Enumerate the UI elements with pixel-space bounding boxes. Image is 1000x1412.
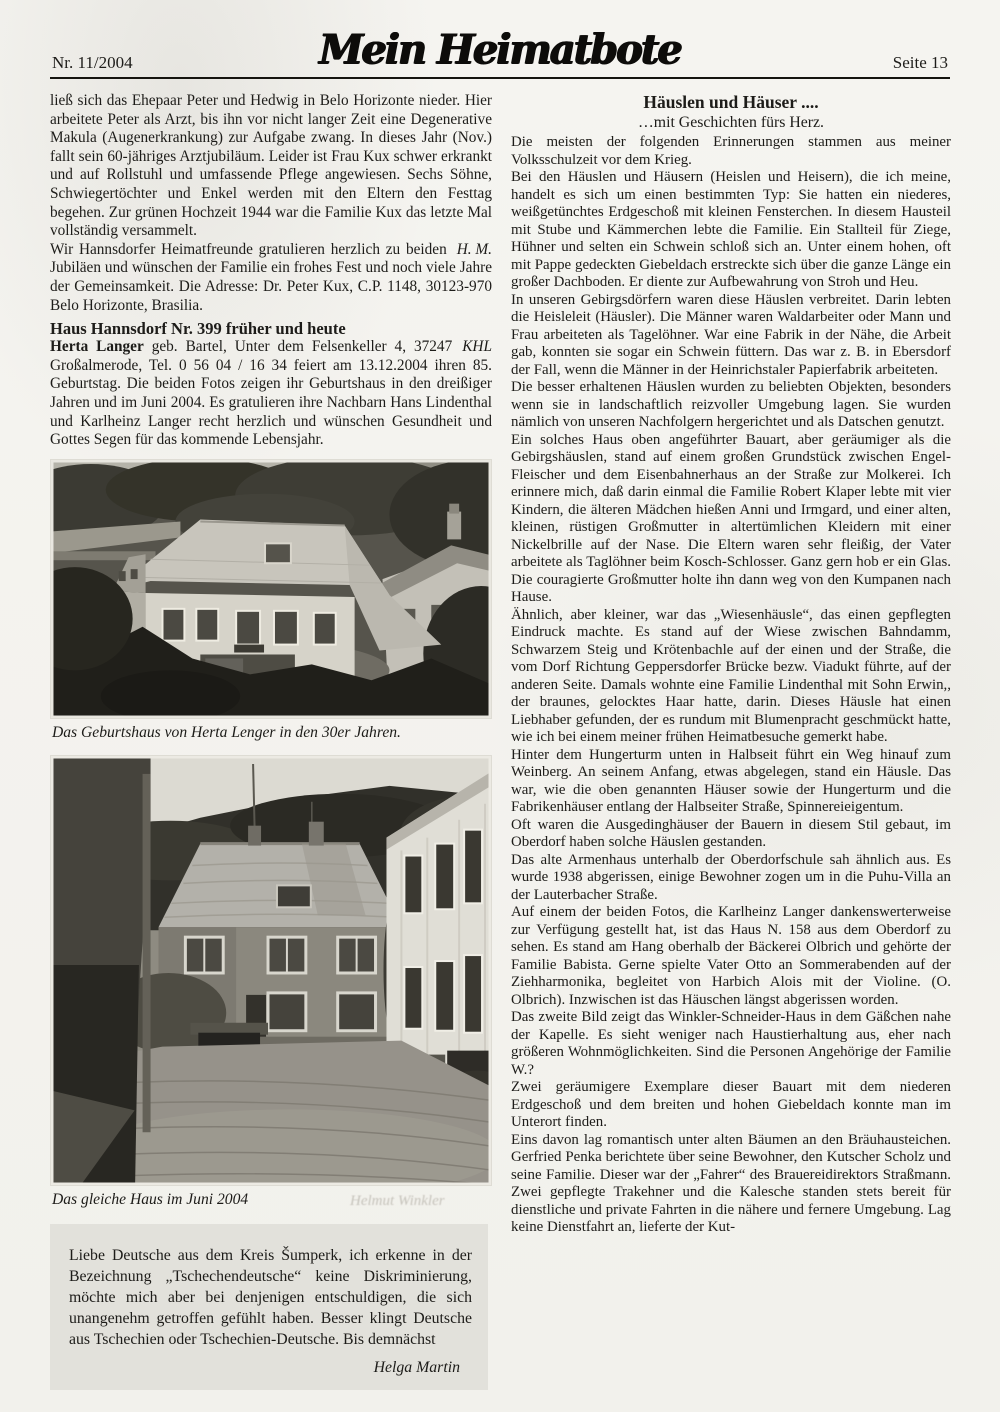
article-paragraph: Hinter dem Hungerturm unten in Halbseit führt ein Weg hinauf zum Weinberg. An seinem Anfang, etwas abgelegen, stand ein Häusle. Das war, wie die oben genannten Häuser sowie der Hungerturm und die Fabrikenhäuser entlang der Halbseiter Straße, Spinnereieigentum. — [511, 746, 951, 815]
article-paragraph: Ein solches Haus oben angeführter Bauart, aber geräumiger als die Gebirgshäuslen, stand auf einem großen Grundstück zwischen Engel-Fleischer und dem Eisenbahnerhaus an der Straße zur Molkerei. Ich erinnere mich, daß darin einmal die Familie Robert Klaper lebte mit vier Kindern, die älteren Mädchen hießen Anni und Irmgard, und einer alten, kleinen, rüstigen Großmutter in altertümlichen Kleidern mit einer Nickelbrille auf der Nase. Die Eltern waren sehr fleißig, der Vater arbeitete als Taglöhner beim Kosch-Schlosser. Ganz gern hob er ein Glas. Die couragierte Großmutter holte ihn dann weg von den Kumpanen nach Hause. — [511, 431, 951, 605]
author-initials: H. M. — [456, 240, 492, 258]
article-paragraph — [50, 338, 492, 450]
photo-caption: Das gleiche Haus im Juni 2004 — [52, 1190, 249, 1208]
article-paragraph: Eins davon lag romantisch unter alten Bäumen an den Bräuhausteichen. Gerfried Penka berichtete über seine Bewohner, den Kutscher Scholz und seine Familie. Dieser war der „Fahrer“ des Brauereidirektors Straßmann. Zwei gepflegte Trakehner und die Kalesche standen stets bereit für dienstliche und private Fahrten in die nähere und fernere Umgebung. Lag keine Dienstfahrt an, lieferte der Kut- — [511, 1131, 951, 1235]
article-body — [511, 134, 951, 1237]
photo-figure — [50, 459, 492, 742]
article-paragraph: Auf einem der beiden Fotos, die Karlheinz Langer dankenswerterweise zur Verfügung gestellt hat, ist das Haus N. 158 aus dem Oberdorf zu sehen. Es stand am Hang oberhalb der Bäckerei Olbrich und gehörte der Familie Babista. Gerne spielte Vater Otto an Sommerabenden auf der Ziehharmonika, begleitet von Harbich Alois mit der Violine. (O. Olbrich). Inzwischen ist das Häuschen längst abgerissen worden. — [511, 904, 951, 1008]
note-box — [50, 1224, 488, 1390]
article-paragraph: Die meisten der folgenden Erinnerungen stammen aus meiner Volksschulzeit vor dem Krieg. — [511, 134, 951, 168]
paragraph-text: geb. Bartel, Unter dem Felsenkeller 4, 37247 Großalmerode, Tel. 0 56 04 / 16 34 feiert am 13.12.2004 ihren 85. Geburtstag. Die beiden Fotos zeigen ihr Geburtshaus in den dreißiger Jahren und im Juni 2004. Es gratulieren ihre Nachbarn Hans Lindenthal und Karlheinz Langer recht herzlich und wünschen Gesundheit und Gottes Segen für das kommende Lebensjahr. — [50, 338, 492, 449]
photo-figure — [50, 755, 492, 1209]
note-signature: Helga Martin — [373, 1358, 460, 1376]
article-paragraph — [50, 241, 492, 315]
section-heading: Haus Hannsdorf Nr. 399 früher und heute — [50, 319, 346, 339]
bleed-through-text: Helmut Winkler — [350, 1193, 445, 1209]
haus-juni-2004-photo — [50, 755, 492, 1186]
article-paragraph: Bei den Häuslen und Häusern (Heislen und Heisern), die ich meine, handelt es sich um einen bestimmten Typ: Sie hatten ein niederes, weißgetünchtes Erdgeschoß mit kleinen Fensterchen. In diesem Hausteil mit Stube und Kämmerchen lebte die Familie. Ein Stallteil für Ziege, Hühner und selten ein Schwein schloß sich an. Unter einem hohen, oft mit Pappe gedeckten Giebeldach erstreckte sich über die ganze Länge ein großer Dachboden. Er diente zur Aufbewahrung von Stroh und Heu. — [511, 169, 951, 290]
issue-number: Nr. 11/2004 — [52, 53, 133, 72]
article-paragraph: Das alte Armenhaus unterhalb der Oberdorfschule sah ähnlich aus. Es wurde 1938 abgerissen, einige Bewohner zogen um in die Puhu-Villa an der Lauterbacher Straße. — [511, 851, 951, 903]
person-name-bold: Herta Langer — [50, 338, 144, 356]
header-rule — [50, 77, 950, 79]
author-initials: KHL — [462, 338, 492, 356]
article-paragraph: Das zweite Bild zeigt das Winkler-Schneider-Haus in dem Gäßchen nahe der Kapelle. Es sieht weniger nach Haustierhaltung aus, eher nach größeren Wohnmöglichkeiten. Sind die Personen Angehörige der Familie W.? — [511, 1009, 951, 1078]
geburtshaus-30er-photo — [50, 459, 492, 719]
article-paragraph: In unseren Gebirgsdörfern waren diese Häuslen verbreitet. Darin lebten die Heisleleit (Häusler). Die Männer waren Waldarbeiter oder Mann und Frau arbeiteten als Tagelöhner. War eine Fabrik in der Nähe, die Arbeit gab, konnten sie sogar ein Schwein füttern. Das war z. B. in Ebersdorf der Fall, wenn die Männer in der Heinrichstaler Papierfabrik arbeiteten. — [511, 291, 951, 378]
article-heading: Häuslen und Häuser .... — [643, 92, 819, 112]
note-text: Liebe Deutsche aus dem Kreis Šumperk, ich erkenne in der Bezeichnung „Tschechendeutsche“ keine Diskriminierung, möchte mich aber bei denjenigen entschuldigen, die sich unangenehm getroffen gefühlt haben. Besser klingt Deutsche aus Tschechien oder Tschechien-Deutsche. Bis demnächst — [69, 1246, 472, 1348]
article-subheading: …mit Geschichten fürs Herz. — [638, 114, 824, 131]
article-paragraph: Ähnlich, aber kleiner, war das „Wiesenhäusle“, das einen gepflegten Eindruck machte. Es stand auf der Wiese zwischen Bahndamm, Schwarzem Steig und Krötenbachle auf der einen und der Straße, die vom Dorf Richtung Geppersdorfer Brücke bezw. Viadukt führte, auf der anderen Seite. Damals wohnte eine Familie Lindenthal mit Sohn Erwin,, der braunes, gelocktes Haar hatte, darin. Dieses Häusle hat einen Liebhaber gefunden, der es rundum mit Blumenpracht geschmückt hatte, wie ich bei einem meiner frühen Heimatbesuche gemerkt habe. — [511, 606, 951, 745]
article-paragraph: Die besser erhaltenen Häuslen wurden zu beliebten Objekten, besonders wenn sie in landschaftlich reizvoller Umgebung lagen. Sie wurden nämlich von unseren Nachfolgern hergerichtet und als Datschen genutzt. — [511, 379, 951, 430]
left-column — [50, 92, 492, 1390]
article-paragraph: Oft waren die Ausgedinghäuser der Bauern in diesem Stil gebaut, im Oberdorf haben solche Häuslen gestanden. — [511, 816, 951, 850]
article-paragraph: ließ sich das Ehepaar Peter und Hedwig in Belo Horizonte nieder. Hier arbeitete Peter als Arzt, bis ihn vor nicht langer Zeit eine Degenerative Makula (Augenerkrankung) zur Aufgabe zwang. In dieses Jahr (Nov.) fallt sein 60-jähriges Arztjubiläum. Leider ist Frau Kux schwer erkrankt und auf Rollstuhl und umfassende Pflege angewiesen. Sechs Söhne, Schwiegertöchter und Enkel werden mit den Eltern den Festtag begehen. Zur grünen Hochzeit 1944 war die Familie Kux das letzte Mal vollständig versammelt. — [50, 92, 492, 240]
masthead-title: Mein Heimatbote — [319, 25, 681, 74]
paragraph-text: Wir Hannsdorfer Heimatfreunde gratulieren herzlich zu beiden Jubiläen und wünschen der Familie ein frohes Fest und noch viele Jahre der Gemeinsamkeit. Die Adresse: Dr. Peter Kux, C.P. 1148, 30123-970 Belo Horizonte, Brasilia. — [50, 240, 492, 314]
photo-caption: Das Geburtshaus von Herta Lenger in den 30er Jahren. — [52, 723, 401, 741]
article-paragraph: Zwei geräumigere Exemplare dieser Bauart mit dem niederen Erdgeschoß und dem breiten und hohen Giebeldach konnte man im Unterort finden. — [511, 1079, 951, 1130]
right-column — [511, 90, 951, 1237]
page-number: Seite 13 — [892, 53, 948, 72]
